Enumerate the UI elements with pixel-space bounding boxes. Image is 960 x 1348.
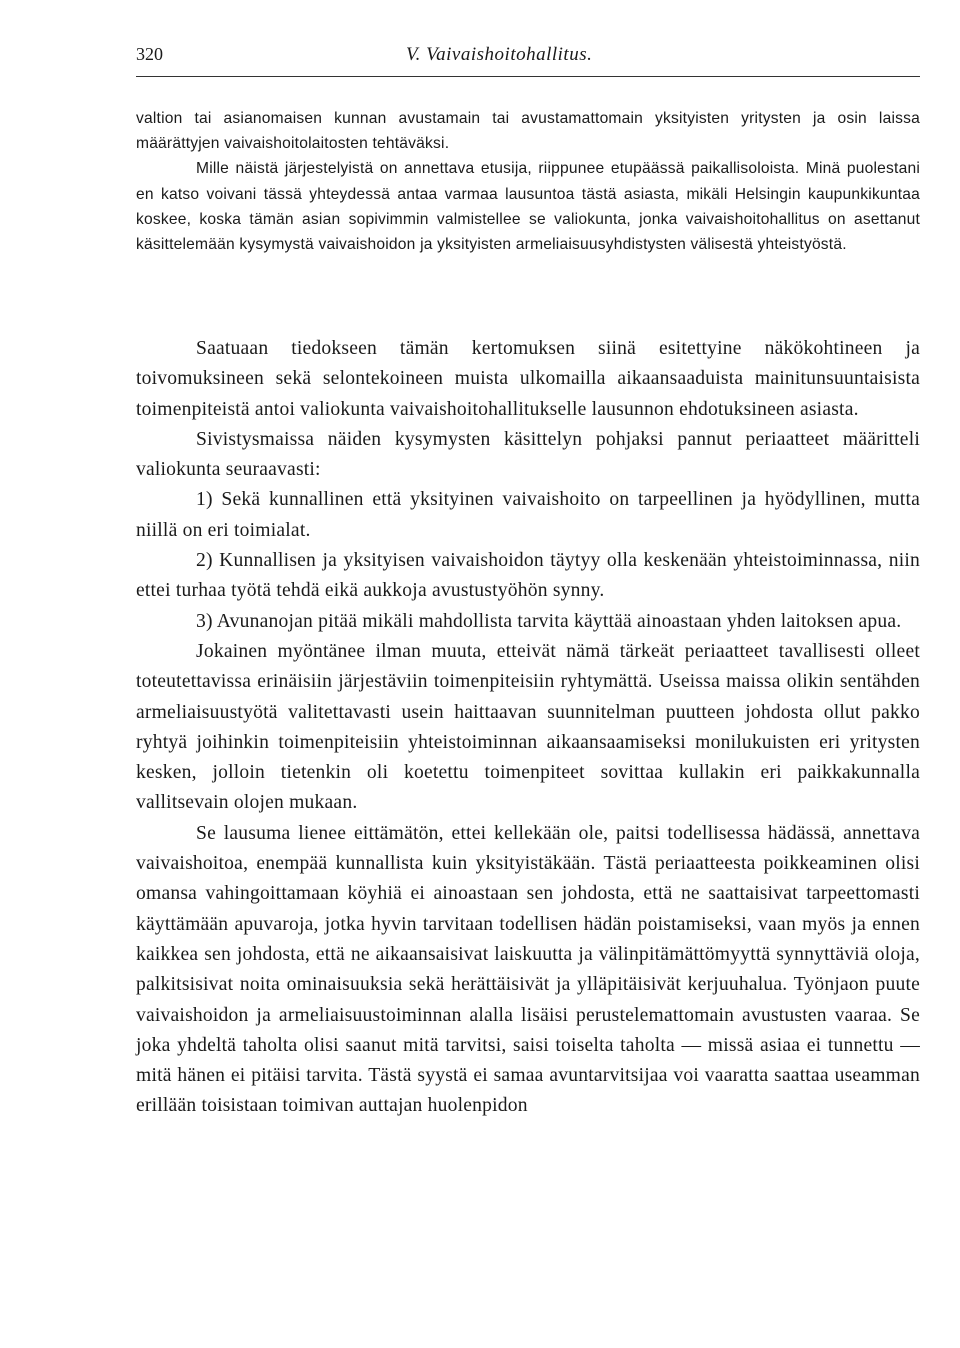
list-item: 3) Avunanojan pitää mikäli mahdollista tarvita käyttää ainoastaan yhden laitoksen apua. xyxy=(196,610,902,632)
paragraph: Sivistysmaissa näiden kysymysten käsittelyn pohjaksi pannut periaatteet määritteli valiokunta seuraavasti: xyxy=(136,428,920,481)
paragraph: Saatuaan tiedokseen tämän kertomuksen siinä esitettyine näkökohtineen ja toivomuksineen sekä selontekoineen muista ulkomailla aikaansaaduista mainitunsuuntaisista toimenpiteistä antoi valiokunta vaivaishoitohallitukselle lausunnon ehdotuksineen asiasta. xyxy=(136,338,920,420)
small-print-section xyxy=(136,106,920,257)
running-title: V. Vaivaishoitohallitus. xyxy=(406,44,593,65)
list-item: 2) Kunnallisen ja yksityisen vaivaishoidon täytyy olla keskenään yhteistoiminnassa, niin ettei turhaa työtä tehdä eikä aukkoja avustustyöhön synny. xyxy=(136,550,920,602)
paragraph: Jokainen myöntänee ilman muuta, etteivät nämä tärkeät periaatteet tavallisesti olleet toteutettavissa erinäisiin järjestäviin toimenpiteisiin ryhtymättä. Useissa maissa olikin sentähden armeliaisuustyötä valitettavasti usein haittaavan suunnitelman puutteen johdosta ollut pakko ryhtyä joihinkin toimenpiteisiin yhteistoiminnan aikaansaamiseksi monilukuisten eri yritysten kesken, jolloin tietenkin oli koetettu toimenpiteet sovittaa kullakin eri paikkakunnalla vallitsevain olojen mukaan. xyxy=(136,640,920,814)
page-header xyxy=(136,40,920,77)
paragraph: Se lausuma lienee eittämätön, ettei kellekään ole, paitsi todellisessa hädässä, annettava vaivaishoitoa, enempää kunnallista kuin yksityistäkään. Tästä periaatteesta poikkeaminen olisi omansa vahingoittamaan köyhiä ei ainoastaan sen johdosta, että ne saattaisivat tarpeettomasti käyttämään apuvaroja, jotka hyvin tarvitaan todellisen hädän poistamiseksi, vaan myös ja ennen kaikkea sen johdosta, että ne aikaansaisivat laiskuutta ja välinpitämättömyyttä synnyttäviä oloja, palkitsisivat noita ominaisuuksia sekä herättäisivät ja ylläpitäisivät kerjuuhalua. Työnjaon puute vaivaishoidon ja armeliaisuustoiminnan alalla lisäisi perustelemattomain avustusten vaaraa. Se joka yhdeltä taholta olisi saanut mitä tarvitsi, saisi toiselta taholta — missä asiaa ei tunnettu — mitä hänen ei pitäisi tarvita. Tästä syystä ei samaa avuntarvitsijaa voi vaaratta saattaa useamman erillään toisistaan toimivan auttajan huolenpidon xyxy=(136,822,920,1117)
paragraph: Mille näistä järjestelyistä on annettava etusija, riippunee etupäässä paikallisoloista. Minä puolestani en katso voivani tässä yhteydessä antaa varmaa lausuntoa tästä asiasta, mikäli Helsingin kaupunkikuntaa koskee, koska tämän asian sopivimmin valmistellee se valiokunta, jonka vaivaishoitohallitus on asettanut käsittelemään kysymystä vaivaishoidon ja yksityisten armeliaisuusyhdistysten välisestä yhteistyöstä. xyxy=(136,160,920,254)
page-number: 320 xyxy=(136,44,163,64)
list-item: 1) Sekä kunnallinen että yksityinen vaivaishoito on tarpeellinen ja hyödyllinen, mutta niillä on eri toimialat. xyxy=(136,489,920,541)
main-text-section xyxy=(136,334,920,1122)
paragraph: valtion tai asianomaisen kunnan avustamain tai avustamattomain yksityisten yritysten ja osin laissa määrättyjen vaivaishoitolaitosten tehtäväksi. xyxy=(136,110,920,153)
